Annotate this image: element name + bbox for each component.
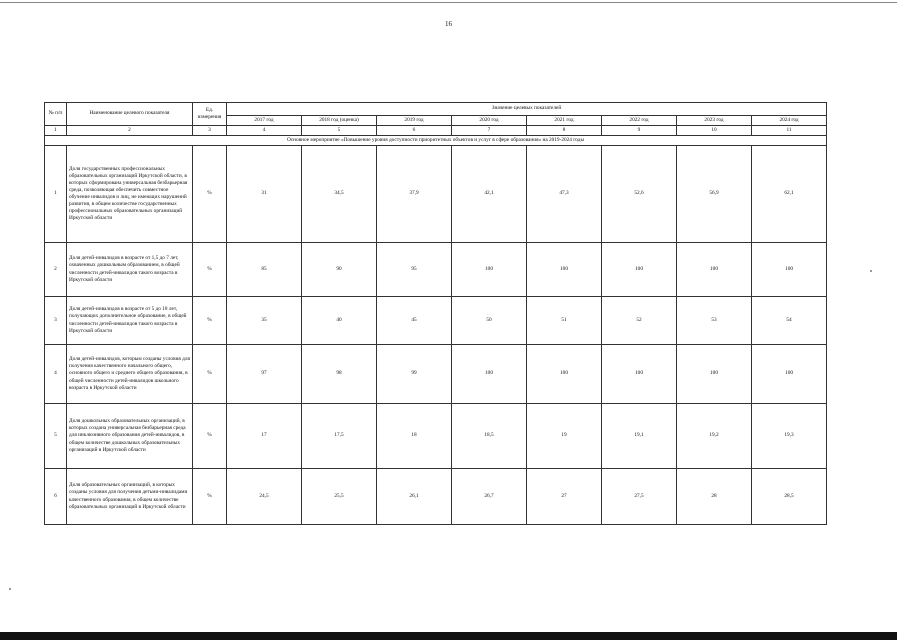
indicator-name: Доля государственных профессиональных образовательных организаций Иркутской области, в которых сформирована универсальная безбарьерная среда, позволяющая обеспечить совместное обучение инвалидов и лиц, не имеющих нарушений развития, в общем количестве государственных профессиональных образовательных организаций Иркутской области [67, 146, 193, 243]
unit-cell: % [193, 345, 227, 404]
section-row [45, 136, 827, 146]
column-number: 7 [452, 126, 527, 136]
value-cell: 28,5 [752, 469, 827, 525]
header-year: 2018 год (оценка) [302, 116, 377, 126]
page-number: 16 [445, 20, 452, 28]
value-cell: 100 [452, 243, 527, 297]
header-year: 2024 год [752, 116, 827, 126]
value-cell: 85 [227, 243, 302, 297]
indicator-name: Доля детей-инвалидов в возрасте от 1,5 до 7 лет, охваченных дошкольным образованием, в общей численности детей-инвалидов такого возраста в Иркутской области [67, 243, 193, 297]
value-cell: 56,9 [677, 146, 752, 243]
value-cell: 45 [377, 297, 452, 345]
header-values-group: Значение целевых показателей [227, 103, 827, 116]
header-year: 2019 год [377, 116, 452, 126]
value-cell: 52 [602, 297, 677, 345]
value-cell: 100 [602, 345, 677, 404]
indicator-name: Доля детей-инвалидов в возрасте от 5 до 18 лет, получающих дополнительное образование, в общей численности детей-инвалидов такого возраста в Иркутской области [67, 297, 193, 345]
header-row [45, 103, 827, 116]
value-cell: 51 [527, 297, 602, 345]
value-cell: 18 [377, 404, 452, 469]
value-cell: 27,5 [602, 469, 677, 525]
column-number: 8 [527, 126, 602, 136]
value-cell: 62,1 [752, 146, 827, 243]
value-cell: 99 [377, 345, 452, 404]
target-indicators-table [44, 102, 827, 525]
scan-bottom-edge [0, 632, 897, 640]
header-year: 2023 год [677, 116, 752, 126]
value-cell: 100 [752, 243, 827, 297]
value-cell: 37,9 [377, 146, 452, 243]
value-cell: 100 [677, 243, 752, 297]
indicator-name: Доля дошкольных образовательных организаций, в которых создана универсальная безбарьерная среда для инклюзивного образования детей-инвалидов, в общем количестве дошкольных образовательных организаций в Иркутской области [67, 404, 193, 469]
value-cell: 90 [302, 243, 377, 297]
column-number: 3 [193, 126, 227, 136]
value-cell: 18,5 [452, 404, 527, 469]
table-row [45, 469, 827, 525]
scan-speck [870, 270, 872, 272]
value-cell: 100 [452, 345, 527, 404]
unit-cell: % [193, 297, 227, 345]
value-cell: 26,1 [377, 469, 452, 525]
value-cell: 19 [527, 404, 602, 469]
table-row [45, 243, 827, 297]
header-year: 2022 год [602, 116, 677, 126]
row-number: 2 [45, 243, 67, 297]
unit-cell: % [193, 146, 227, 243]
value-cell: 40 [302, 297, 377, 345]
column-number: 11 [752, 126, 827, 136]
table-row [45, 146, 827, 243]
value-cell: 47,3 [527, 146, 602, 243]
column-number: 1 [45, 126, 67, 136]
header-num: № п/п [45, 103, 67, 126]
value-cell: 19,2 [677, 404, 752, 469]
column-number: 5 [302, 126, 377, 136]
header-year: 2021 год [527, 116, 602, 126]
indicator-name: Доля детей-инвалидов, которым созданы условия для получения качественного начального общего, основного общего и среднего общего образования, в общей численности детей-инвалидов школьного возраста в Иркутской области [67, 345, 193, 404]
value-cell: 31 [227, 146, 302, 243]
scan-top-edge [0, 2, 897, 3]
header-unit: Ед. измерения [193, 103, 227, 126]
value-cell: 54 [752, 297, 827, 345]
header-year: 2020 год [452, 116, 527, 126]
value-cell: 98 [302, 345, 377, 404]
indicator-name: Доля образовательных организаций, в которых созданы условия для получения детьми-инвалидами качественного образования, в общем количестве образовательных организаций в Иркутской области [67, 469, 193, 525]
value-cell: 25,5 [302, 469, 377, 525]
value-cell: 50 [452, 297, 527, 345]
value-cell: 52,6 [602, 146, 677, 243]
row-number: 4 [45, 345, 67, 404]
column-number: 10 [677, 126, 752, 136]
column-number: 2 [67, 126, 193, 136]
unit-cell: % [193, 469, 227, 525]
row-number: 1 [45, 146, 67, 243]
table-row [45, 404, 827, 469]
column-number: 9 [602, 126, 677, 136]
column-numbers-row [45, 126, 827, 136]
column-number: 4 [227, 126, 302, 136]
column-number: 6 [377, 126, 452, 136]
value-cell: 95 [377, 243, 452, 297]
value-cell: 100 [602, 243, 677, 297]
value-cell: 100 [677, 345, 752, 404]
row-number: 5 [45, 404, 67, 469]
value-cell: 100 [527, 345, 602, 404]
header-year: 2017 год [227, 116, 302, 126]
header-name: Наименование целевого показателя [67, 103, 193, 126]
value-cell: 26,7 [452, 469, 527, 525]
value-cell: 17,5 [302, 404, 377, 469]
row-number: 6 [45, 469, 67, 525]
section-title: Основное мероприятие «Повышение уровня доступности приоритетных объектов и услуг в сфере образования» на 2019-2024 годы [45, 136, 827, 146]
value-cell: 34,5 [302, 146, 377, 243]
value-cell: 17 [227, 404, 302, 469]
value-cell: 19,1 [602, 404, 677, 469]
value-cell: 27 [527, 469, 602, 525]
value-cell: 19,3 [752, 404, 827, 469]
value-cell: 28 [677, 469, 752, 525]
table-row [45, 297, 827, 345]
unit-cell: % [193, 243, 227, 297]
value-cell: 97 [227, 345, 302, 404]
value-cell: 53 [677, 297, 752, 345]
value-cell: 24,5 [227, 469, 302, 525]
unit-cell: % [193, 404, 227, 469]
value-cell: 100 [527, 243, 602, 297]
table-row [45, 345, 827, 404]
row-number: 3 [45, 297, 67, 345]
value-cell: 100 [752, 345, 827, 404]
value-cell: 42,1 [452, 146, 527, 243]
value-cell: 35 [227, 297, 302, 345]
scan-speck [9, 588, 11, 590]
